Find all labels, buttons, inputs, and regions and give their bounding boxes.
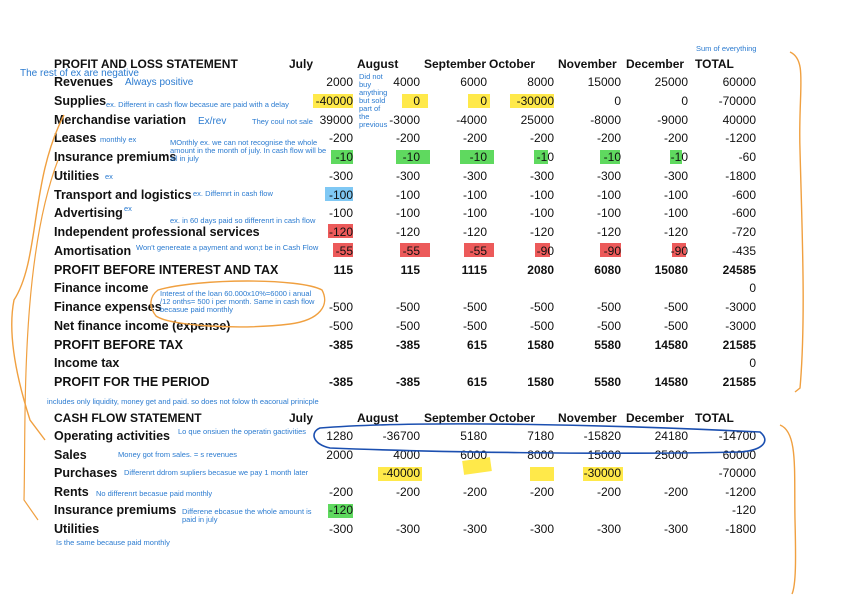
cf-cell[interactable]: -70000 <box>718 466 756 480</box>
cf-cell[interactable]: -200 <box>529 484 554 499</box>
pl-row-label: Income tax <box>54 356 120 371</box>
pl-cell[interactable]: -100 <box>663 187 688 202</box>
pl-cell[interactable]: -10 <box>536 150 554 164</box>
cf-cell[interactable]: -300 <box>663 521 688 536</box>
annotation-liquidity: includes only liquidity, money get and paid. so does not folow th eacorual prinicple <box>47 397 319 406</box>
cf-cell[interactable]: -300 <box>328 521 353 536</box>
pl-cell[interactable]: -200 <box>462 131 487 146</box>
cf-cell[interactable]: 5180 <box>460 429 487 443</box>
pl-row-label: Finance expenses <box>54 300 162 314</box>
pl-cell[interactable]: -100 <box>596 206 621 221</box>
pl-row-label: Leases <box>54 131 97 146</box>
pl-cell[interactable]: -120 <box>395 225 420 239</box>
pl-cell[interactable]: -500 <box>596 318 621 333</box>
pl-cell[interactable]: -300 <box>596 168 621 183</box>
cf-cell[interactable]: -200 <box>395 484 420 499</box>
pl-cell[interactable]: -120 <box>596 225 621 239</box>
cf-row-label: Utilities <box>54 521 100 536</box>
pl-cell[interactable]: 1580 <box>527 337 554 352</box>
annotation-rest-negative: The rest of ex are negative <box>20 68 139 79</box>
pl-cell[interactable]: -500 <box>462 300 487 314</box>
pl-cell[interactable]: -385 <box>395 375 420 389</box>
pl-month-september: September <box>424 57 487 71</box>
pl-cell[interactable]: -55 <box>335 243 353 258</box>
pl-cell[interactable]: -500 <box>529 318 554 333</box>
annotation-rents: No differenrt becasue paid monthly <box>96 489 213 498</box>
pl-cell[interactable]: 8000 <box>527 75 554 89</box>
pl-cell[interactable]: -500 <box>395 318 420 333</box>
pl-cell[interactable]: -720 <box>731 225 756 239</box>
cf-month-september: September <box>424 411 487 425</box>
pl-month-august: August <box>357 57 399 71</box>
pl-cell[interactable]: 2000 <box>326 75 353 89</box>
highlight-purchases-october <box>530 467 554 481</box>
annotation-sales: Money got from sales. = s revenues <box>118 450 238 459</box>
cf-cell[interactable]: -200 <box>328 484 353 499</box>
pl-cell[interactable]: -385 <box>328 375 353 389</box>
pl-cell[interactable]: -10 <box>603 150 621 164</box>
pl-cell[interactable]: 39000 <box>319 112 353 127</box>
pl-cell[interactable]: -90 <box>670 243 688 258</box>
cf-month-october: October <box>489 411 536 425</box>
pl-cell[interactable]: -100 <box>328 187 353 202</box>
pl-month-october: October <box>489 57 536 71</box>
cf-cell[interactable]: 6000 <box>460 447 487 462</box>
pl-cell[interactable]: -100 <box>596 187 621 202</box>
pl-row-label: Net finance income (expense) <box>54 318 231 333</box>
pl-cell[interactable]: 14580 <box>654 337 688 352</box>
pl-cell[interactable]: -100 <box>529 187 554 202</box>
pl-cell[interactable]: 0 <box>681 93 688 108</box>
pl-cell[interactable]: 615 <box>466 375 487 389</box>
pl-cell[interactable]: 4000 <box>393 75 420 89</box>
pl-row-label: PROFIT FOR THE PERIOD <box>54 375 210 389</box>
pl-cell[interactable]: -600 <box>731 187 756 202</box>
cf-cell[interactable]: -30000 <box>583 466 621 480</box>
pl-row-label: Supplies <box>54 93 107 108</box>
pl-cell[interactable]: 0 <box>413 93 420 108</box>
pl-cell[interactable]: -300 <box>328 168 353 183</box>
pl-cell[interactable]: 0 <box>749 356 756 371</box>
pl-cell[interactable]: 21585 <box>722 375 756 389</box>
annotation-insurance: MOnthly ex. we can not recognise the whole amount in the month of july. In cash flow will be all in july <box>170 138 327 163</box>
cf-month-november: November <box>558 411 617 425</box>
pl-cell[interactable]: 1580 <box>527 375 554 389</box>
pl-cell[interactable]: 0 <box>480 93 487 108</box>
pl-cell[interactable]: -10 <box>402 150 420 164</box>
pl-cell[interactable]: -300 <box>395 168 420 183</box>
cf-cell[interactable]: 15000 <box>587 447 621 462</box>
pl-cell[interactable]: 6000 <box>460 75 487 89</box>
pl-cell[interactable]: -200 <box>596 131 621 146</box>
pl-cell[interactable]: -500 <box>663 300 688 314</box>
pl-cell[interactable]: 0 <box>614 93 621 108</box>
pl-cell[interactable]: -8000 <box>590 112 621 127</box>
pl-row-label: Advertising <box>54 206 123 221</box>
pl-row-label: PROFIT BEFORE INTEREST AND TAX <box>54 262 279 277</box>
pl-cell[interactable]: -90 <box>603 243 621 258</box>
annotation-finance: Interest of the loan 60.000x10%=6000 i anual /12 onths= 500 i per month. Same in cash flow becasue paid monthly <box>160 289 315 314</box>
pl-month-december: December <box>626 57 685 71</box>
pl-cell[interactable]: 0 <box>749 281 756 296</box>
pl-cell[interactable]: -200 <box>395 131 420 146</box>
pl-cell[interactable]: -1200 <box>725 131 756 146</box>
pl-cell[interactable]: 115 <box>400 262 420 277</box>
annotation-advertising: ex <box>124 204 132 213</box>
pl-cell[interactable]: -1800 <box>725 168 756 183</box>
cf-cell[interactable]: 8000 <box>527 447 554 462</box>
cf-cell[interactable]: 60000 <box>722 447 756 462</box>
pl-row-label: Merchandise variation <box>54 112 186 127</box>
pl-cell[interactable]: 5580 <box>594 375 621 389</box>
pl-cell[interactable]: -120 <box>529 225 554 239</box>
pl-cell[interactable]: -100 <box>462 187 487 202</box>
pl-cell[interactable]: -100 <box>395 206 420 221</box>
cf-cell[interactable]: 4000 <box>393 447 420 462</box>
annotation-operating: Lo que onsiuen the operatin gactivities <box>178 427 307 436</box>
pl-cell[interactable]: -100 <box>395 187 420 202</box>
annotation-sum-everything: Sum of everything <box>696 44 757 53</box>
cf-cell[interactable]: 2000 <box>326 447 353 462</box>
pl-cell[interactable]: 615 <box>466 337 487 352</box>
cf-month-july: July <box>288 411 313 425</box>
pl-cell[interactable]: -120 <box>328 225 353 239</box>
cf-cell[interactable]: -300 <box>596 521 621 536</box>
pl-cell[interactable]: -300 <box>529 168 554 183</box>
pl-cell[interactable]: -3000 <box>725 318 756 333</box>
cf-cell[interactable]: 1280 <box>326 429 353 443</box>
pl-cell[interactable]: 1115 <box>461 262 487 277</box>
pl-cell[interactable]: -55 <box>469 243 487 258</box>
pl-cell[interactable]: -500 <box>328 300 353 314</box>
pl-row-label: Independent professional services <box>54 225 260 239</box>
pl-cell[interactable]: 2080 <box>527 262 554 277</box>
cf-cell[interactable]: -300 <box>395 521 420 536</box>
cf-cell[interactable]: -15820 <box>583 429 621 443</box>
pl-cell[interactable]: -500 <box>395 300 420 314</box>
pl-cell[interactable]: 25000 <box>654 75 688 89</box>
pl-cell[interactable]: -10 <box>469 150 487 164</box>
cf-cell[interactable]: -1200 <box>725 484 756 499</box>
cf-cell[interactable]: -120 <box>731 503 756 517</box>
cf-cell[interactable]: -200 <box>462 484 487 499</box>
pl-cell[interactable]: -100 <box>462 206 487 221</box>
pl-row-label: Utilities <box>54 168 100 183</box>
pl-cell[interactable]: -120 <box>462 225 487 239</box>
annotation-did-not-buy: Did not buy anything but sold part of the previous <box>359 72 388 129</box>
pl-cell[interactable]: -3000 <box>725 300 756 314</box>
pl-row-label: Insurance premiums <box>54 150 177 164</box>
annotation-amortisation: Won't genereate a payment and won;t be in Cash Flow <box>136 243 319 252</box>
pl-cell[interactable]: -90 <box>536 243 554 258</box>
cf-row-label: Sales <box>54 447 87 462</box>
pl-cell[interactable]: 14580 <box>654 375 688 389</box>
pl-cell[interactable]: 15000 <box>587 75 621 89</box>
pl-cell[interactable]: 6080 <box>594 262 621 277</box>
pl-cell[interactable]: 40000 <box>722 112 756 127</box>
annotation-utilities-cf: Is the same because paid monthly <box>56 538 170 547</box>
annotation-always-positive: Always positive <box>125 77 194 88</box>
pl-cell[interactable]: -70000 <box>718 93 756 108</box>
pl-row-label: Transport and logistics <box>54 187 192 202</box>
total-bracket <box>790 52 803 392</box>
cf-title: CASH FLOW STATEMENT <box>54 411 202 425</box>
pl-cell[interactable]: -60 <box>738 150 756 164</box>
cf-row-label: Purchases <box>54 466 118 480</box>
cf-cell[interactable]: 24180 <box>654 429 688 443</box>
pl-cell[interactable]: -10 <box>670 150 688 164</box>
pl-cell[interactable]: -100 <box>663 206 688 221</box>
pl-cell[interactable]: -500 <box>328 318 353 333</box>
pl-cell[interactable]: -4000 <box>456 112 487 127</box>
pl-row-label: Finance income <box>54 281 149 296</box>
pl-cell[interactable]: -100 <box>328 206 353 221</box>
pl-cell[interactable]: 21585 <box>722 337 756 352</box>
annotation-utilities: ex <box>105 172 113 181</box>
annotation-purchases: Differenrt ddrom supliers becasue we pay 1 month later <box>124 468 309 477</box>
pl-cell[interactable]: -120 <box>663 225 688 239</box>
pl-cell[interactable]: -200 <box>663 131 688 146</box>
cf-bracket <box>780 425 796 594</box>
pl-cell[interactable]: -500 <box>462 318 487 333</box>
pl-cell[interactable]: -100 <box>529 206 554 221</box>
cf-cell[interactable]: -1800 <box>725 521 756 536</box>
cf-cell[interactable]: 7180 <box>527 429 554 443</box>
pl-cell[interactable]: 115 <box>333 262 353 277</box>
cf-month-december: December <box>626 411 685 425</box>
cf-cell[interactable]: -120 <box>328 503 353 517</box>
annotation-supplies: ex. Different in cash flow becasue are paid with a delay <box>106 100 289 109</box>
cf-cell[interactable]: -200 <box>596 484 621 499</box>
pl-row-label: Amortisation <box>54 243 132 258</box>
cf-cell[interactable]: -200 <box>663 484 688 499</box>
annotation-leases: monthly ex <box>100 135 137 144</box>
pl-cell[interactable]: -500 <box>596 300 621 314</box>
pl-cell[interactable]: -10 <box>335 150 353 164</box>
cf-cell[interactable]: -40000 <box>382 466 420 480</box>
cf-cell[interactable]: -300 <box>462 521 487 536</box>
pl-cell[interactable]: 15080 <box>654 262 688 277</box>
annotation-transport: ex. Differnrt in cash flow <box>193 189 273 198</box>
cf-cell[interactable]: -300 <box>529 521 554 536</box>
pl-cell[interactable]: 24585 <box>722 262 756 277</box>
pl-row-label: PROFIT BEFORE TAX <box>54 337 183 352</box>
cf-cell[interactable]: 25000 <box>654 447 688 462</box>
pl-cell[interactable]: -435 <box>731 243 756 258</box>
pl-cell[interactable]: -30000 <box>516 93 554 108</box>
pl-cell[interactable]: 25000 <box>520 112 554 127</box>
annotation-insurance-cf: Differene ebcasue the whole amount is paid in july <box>182 507 312 524</box>
cf-month-august: August <box>357 411 399 425</box>
pl-cell[interactable]: -500 <box>529 300 554 314</box>
pl-cell[interactable]: -55 <box>402 243 420 258</box>
pl-cell[interactable]: -40000 <box>315 93 353 108</box>
pl-row-label: Revenues <box>54 75 114 89</box>
pl-cell[interactable]: -500 <box>663 318 688 333</box>
pl-cell[interactable]: -200 <box>328 131 353 146</box>
cf-cell[interactable]: -14700 <box>718 429 756 443</box>
pl-cell[interactable]: -300 <box>663 168 688 183</box>
pl-cell[interactable]: -600 <box>731 206 756 221</box>
pl-cell[interactable]: -385 <box>395 337 420 352</box>
pl-cell[interactable]: -200 <box>529 131 554 146</box>
annotation-exrev: Ex/rev <box>198 116 227 127</box>
pl-cell[interactable]: -9000 <box>657 112 688 127</box>
pl-month-november: November <box>558 57 617 71</box>
cf-row-label: Rents <box>54 484 89 499</box>
left-bracket-2 <box>24 160 58 520</box>
pl-cell[interactable]: 5580 <box>594 337 621 352</box>
annotation-could-not-sale: They coul not sale <box>252 117 313 126</box>
pl-cell[interactable]: -385 <box>328 337 353 352</box>
pl-cell[interactable]: 60000 <box>722 75 756 89</box>
annotation-advertising-2: ex. in 60 days paid so differenrt in cash flow <box>170 216 316 225</box>
cf-cell[interactable]: -36700 <box>382 429 420 443</box>
pl-month-total: TOTAL <box>695 57 734 71</box>
pl-cell[interactable]: -300 <box>462 168 487 183</box>
pl-month-july: July <box>288 57 313 71</box>
cf-row-label: Operating activities <box>54 429 171 443</box>
pl-title: PROFIT AND LOSS STATEMENT <box>54 57 238 71</box>
pl-cell[interactable]: -3000 <box>389 112 420 127</box>
cf-row-label: Insurance premiums <box>54 503 177 517</box>
cf-month-total: TOTAL <box>695 411 734 425</box>
